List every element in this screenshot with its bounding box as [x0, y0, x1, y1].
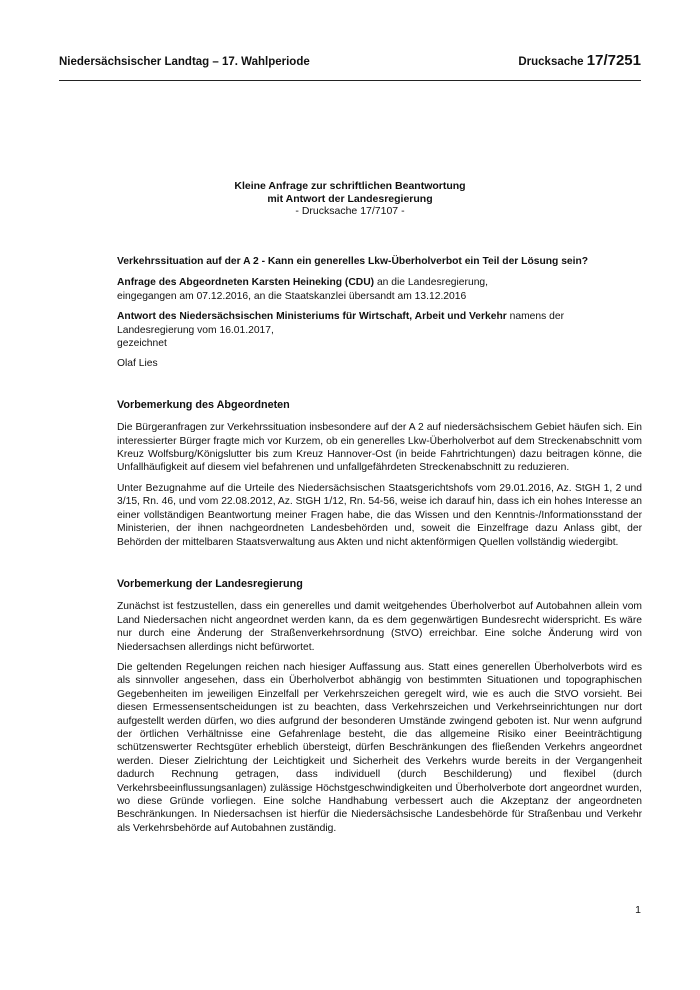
title-line-1: Kleine Anfrage zur schriftlichen Beantwortung — [234, 180, 466, 192]
parliament-label: Niedersächsischer Landtag – 17. Wahlperiode — [59, 56, 310, 68]
signer-name: Olaf Lies — [117, 358, 158, 370]
paragraph-abgeordneten-2: Unter Bezugnahme auf die Urteile des Niedersächsischen Staatsgerichtshofs vom 29.01.2016, Az. StGH 1, 2 und 3/15, Rn. 46, und vom 22.08.2012, Az. StGH 1/12, Rn. 54-56, weise ich darauf hin, dass ich ein hohes Interesse an einer vollständigen Beantwortung meiner Fragen habe, die das Wissen und den Kenntnis-/Informationsstand der Ministerien, der ihnen nachgeordneten Landesbehörden und, soweit die Einzelfrage dazu Anlass gibt, der Behörden der mittelbaren Staatsverwaltung aus Akten und nicht aktenförmigen Quellen vollständig wiedergibt. — [117, 482, 642, 548]
document-title — [59, 180, 641, 218]
anfrage-block — [117, 276, 642, 303]
drucksache-text: Drucksache — [518, 56, 584, 68]
antwort-signed: gezeichnet — [117, 338, 167, 350]
document-body — [117, 255, 642, 842]
heading-vorbemerkung-landesregierung: Vorbemerkung der Landesregierung — [117, 577, 303, 590]
antwort-rest: namens der Landesregierung vom 16.01.2017, — [117, 311, 565, 336]
paragraph-abgeordneten-1: Die Bürgeranfragen zur Verkehrssituation insbesondere auf der A 2 auf niedersächsischem Gebiet häufen sich. Ein interessierter Bürger fragte mich vor Kurzem, ob ein generelles Lkw-Überholverbot auf dem Streckenabschnitt vom Kreuz Wolfsburg/Königslutter bis zum Kreuz Hannover-Ost (in beide Fahrtrichtungen) dazu beitragen könne, die Unfallhäufigkeit auf diesem viel befahrenen und unfallgefährdeten Streckenabschnitt zu reduzieren. — [117, 422, 642, 474]
anfrage-rest: an die Landesregierung, — [374, 277, 489, 289]
paragraph-landesregierung-1: Zunächst ist festzustellen, dass ein generelles und damit weitgehendes Überholverbot auf Autobahnen allein vom Land Niedersachen nicht angeordnet werden kann, da es dem gegenwärtigen Bundesrecht widerspricht. Es wäre nur durch eine Änderung der Straßenverkehrsordnung (StVO) erreichbar. Eine solche Änderung wird von Niedersachsen allerdings nicht befürwortet. — [117, 601, 642, 653]
drucksache-number: 17/7251 — [586, 52, 641, 69]
page-number: 1 — [635, 904, 641, 916]
heading-vorbemerkung-abgeordneten: Vorbemerkung des Abgeordneten — [117, 398, 290, 411]
paragraph-landesregierung-2: Die geltenden Regelungen reichen nach hiesiger Auffassung aus. Statt eines generellen Überholverbots wird es als sinnvoller angesehen, dass ein Überholverbot abhängig von bestimmten Situationen und topographischen Gegebenheiten im jeweiligen Einzelfall per Verkehrszeichen geregelt wird, wie es auch die StVO vorsieht. Bei diesen Ermessensentscheidungen ist zu beachten, dass Verkehrszeichen und Verkehrseinrichtungen nur dort aufgestellt werden dürfen, wo dies aufgrund der besonderen Umstände zwingend geboten ist. Nur wenn aufgrund der örtlichen Verhältnisse eine Gefahrenlage besteht, die das allgemeine Risiko einer Beeinträchtigung schützenswerter Rechtsgüter erheblich übersteigt, dürfen Beschränkungen des fließenden Verkehrs angeordnet werden. Dieser Zielrichtung der Leichtigkeit und Sicherheit des Verkehrs wurde bereits in der Vergangenheit dadurch Rechnung getragen, dass individuell (durch Beschilderung) und flexibel (durch Verkehrsbeeinflussungsanlagen) zulässige Höchstgeschwindigkeiten und Überholverbote dort angeordnet wurden, wo diese Gründe vorliegen. Eine solche Handhabung verbessert auch die Akzeptanz der angeordneten Beschränkungen. In Niedersachsen ist hierfür die Niedersächsische Landesbehörde für Straßenbau und Verkehr als Verkehrsbehörde auf Autobahnen zuständig. — [117, 661, 642, 834]
antwort-block — [117, 310, 642, 350]
page-header — [59, 52, 641, 81]
drucksache-label — [518, 52, 641, 69]
title-line-2: mit Antwort der Landesregierung — [267, 192, 433, 205]
anfrage-author: Anfrage des Abgeordneten Karsten Heineking (CDU) — [117, 277, 375, 289]
title-line-3: - Drucksache 17/7107 - — [295, 205, 405, 217]
question-title: Verkehrssituation auf der A 2 - Kann ein generelles Lkw-Überholverbot ein Teil der Lösung sein? — [117, 256, 589, 267]
antwort-ministry: Antwort des Niedersächsischen Ministeriums für Wirtschaft, Arbeit und Verkehr — [117, 311, 507, 323]
anfrage-dates: eingegangen am 07.12.2016, an die Staatskanzlei übersandt am 13.12.2016 — [117, 290, 467, 302]
